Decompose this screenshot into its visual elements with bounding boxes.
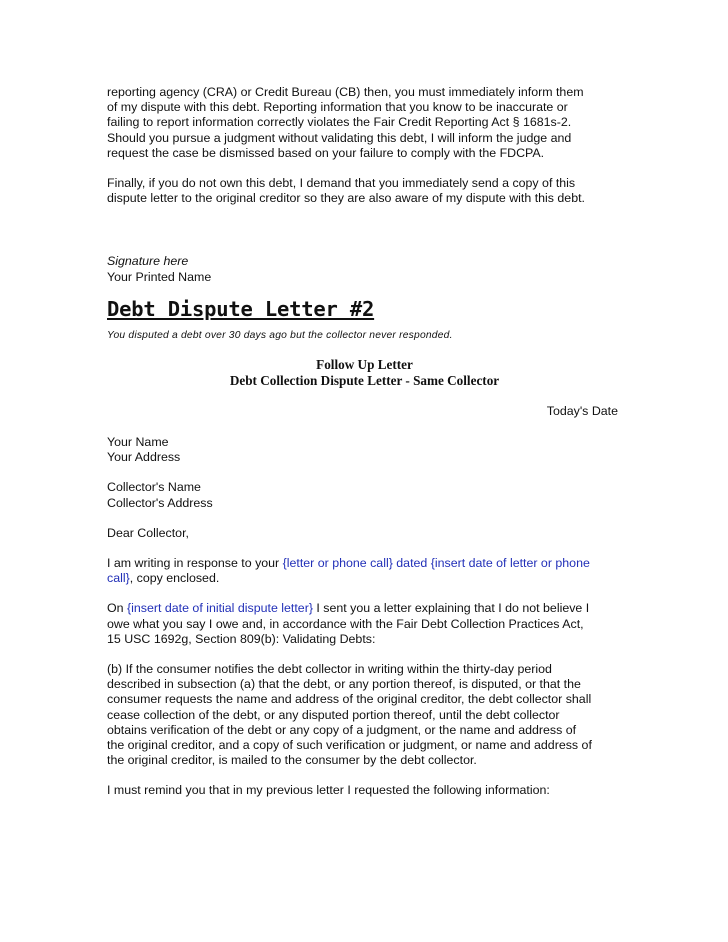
letter-note: You disputed a debt over 30 days ago but the collector never responded. — [107, 329, 453, 341]
text-line: obtains verification of the debt or any copy of a judgment, or the name and address of — [107, 722, 577, 737]
text-line: 15 USC 1692g, Section 809(b): Validating Debts: — [107, 631, 376, 646]
placeholder-text: {letter or phone call} dated {insert date of letter or phone — [282, 556, 590, 571]
text-span: , copy enclosed. — [129, 571, 220, 586]
text-line: (b) If the consumer notifies the debt collector in writing within the thirty-day period — [107, 662, 552, 677]
placeholder-text: {insert date of initial dispute letter} — [126, 601, 313, 616]
text-line: Finally, if you do not own this debt, I demand that you immediately send a copy of this — [107, 176, 576, 191]
text-line: the original creditor, and a copy of such verification or judgment, or name and address of — [107, 738, 592, 753]
sender-address: Your Address — [107, 450, 181, 465]
document-page — [107, 85, 622, 799]
letter-date: Today's Date — [546, 403, 618, 418]
salutation: Dear Collector, — [107, 525, 189, 540]
text-line: failing to report information correctly violates the Fair Credit Reporting Act § 1681s-2. — [107, 115, 572, 130]
text-line: reporting agency (CRA) or Credit Bureau (CB) then, you must immediately inform them — [107, 85, 584, 99]
sender-name: Your Name — [107, 435, 169, 450]
intro-paragraph-1 — [107, 85, 622, 161]
text-line: of my dispute with this debt. Reporting information that you know to be inaccurate or — [107, 100, 568, 115]
collector-address: Collector's Address — [107, 495, 213, 510]
statute-quote — [107, 662, 622, 768]
text-line: request the case be dismissed based on your failure to comply with the FDCPA. — [107, 145, 545, 160]
text-span: I am writing in response to your — [107, 556, 283, 571]
response-paragraph — [107, 556, 622, 586]
letter-title-line-2: Debt Collection Dispute Letter - Same Collector — [229, 373, 500, 389]
text-line: Should you pursue a judgment without validating this debt, I will inform the judge and — [107, 130, 572, 145]
intro-paragraph-2 — [107, 176, 622, 206]
text-line: consumer requests the name and address of the original creditor, the debt collector shall — [107, 692, 592, 707]
initial-dispute-paragraph — [107, 601, 622, 647]
signature-label: Signature here — [107, 254, 189, 269]
text-line: the original creditor, is mailed to the consumer by the debt collector. — [107, 753, 477, 768]
placeholder-text: call} — [107, 571, 130, 586]
text-line: owe what you say I owe and, in accordance with the Fair Debt Collection Practices Act, — [107, 616, 584, 631]
reminder-line: I must remind you that in my previous letter I requested the following information: — [107, 783, 550, 798]
text-span: On — [107, 601, 127, 616]
text-line: described in subsection (a) that the debt, or any portion thereof, is disputed, or that the — [107, 677, 581, 692]
text-span: I sent you a letter explaining that I do not believe I — [312, 601, 590, 616]
text-line: cease collection of the debt, or any disputed portion thereof, until the debt collector — [107, 707, 560, 722]
letter-title-line-1: Follow Up Letter — [316, 356, 413, 372]
printed-name: Your Printed Name — [107, 269, 212, 284]
letter-heading: Debt Dispute Letter #2 — [107, 296, 375, 321]
text-line: dispute letter to the original creditor so they are also aware of my dispute with this debt. — [107, 191, 585, 206]
collector-name: Collector's Name — [107, 480, 201, 495]
